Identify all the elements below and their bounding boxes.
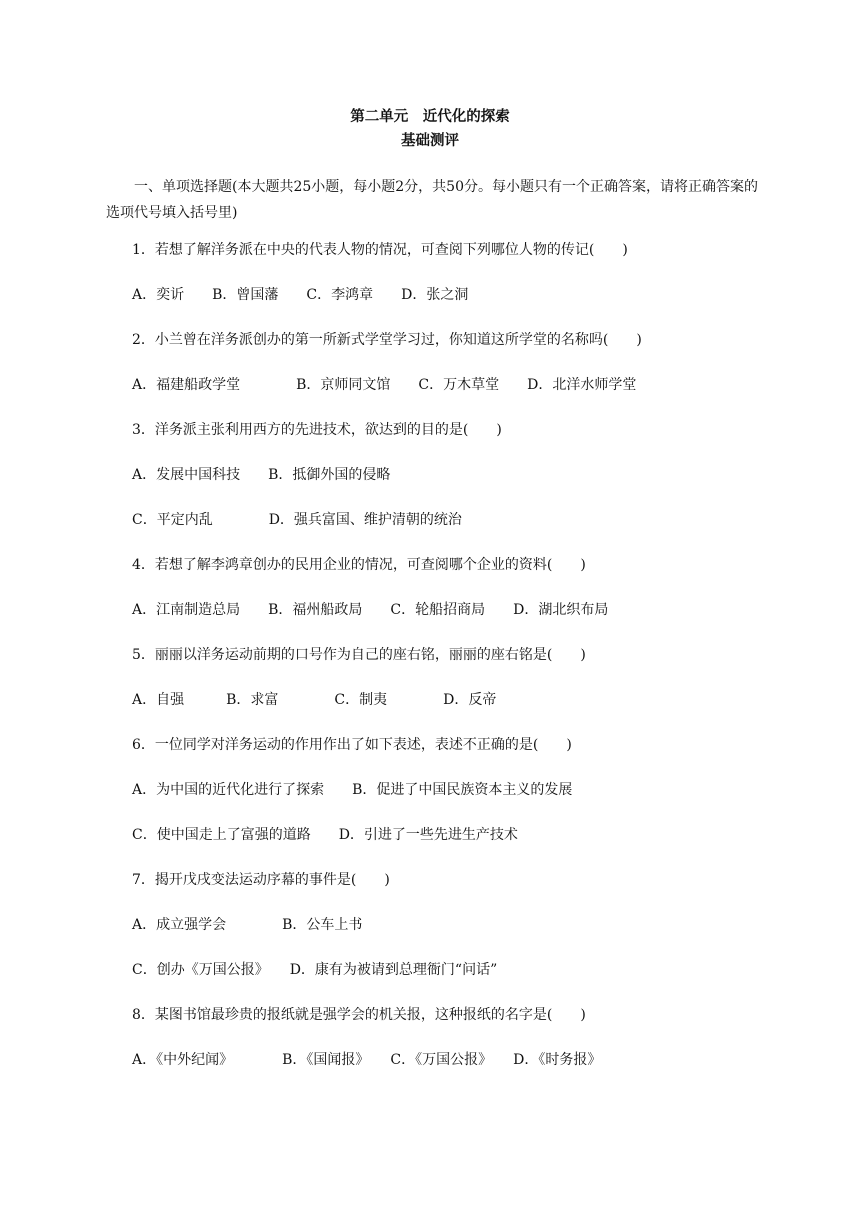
question-7-options-c-d: C．创办《万国公报》 D．康有为被请到总理衙门“问话”	[132, 962, 498, 978]
unit-title: 第二单元 近代化的探索	[350, 108, 510, 125]
question-6-options-a-b: A．为中国的近代化进行了探索 B．促进了中国民族资本主义的发展	[132, 782, 573, 798]
question-6-stem: 6．一位同学对洋务运动的作用作出了如下表述，表述不正确的是( )	[132, 737, 572, 753]
question-3-options-a-b: A．发展中国科技 B．抵御外国的侵略	[132, 467, 391, 483]
question-5-stem: 5．丽丽以洋务运动前期的口号作为自己的座右铭，丽丽的座右铭是( )	[132, 647, 586, 663]
question-2-options: A．福建船政学堂 B．京师同文馆 C．万木草堂 D．北洋水师学堂	[132, 377, 637, 393]
section-instruction: 一、单项选择题(本大题共25小题，每小题2分，共50分。每小题只有一个正确答案，请将正确答案的选项代号填入括号里)	[106, 179, 758, 221]
question-3-stem: 3．洋务派主张利用西方的先进技术，欲达到的目的是( )	[132, 422, 502, 438]
question-4-options: A．江南制造总局 B．福州船政局 C．轮船招商局 D．湖北织布局	[132, 602, 609, 618]
question-1-stem: 1．若想了解洋务派在中央的代表人物的情况，可查阅下列哪位人物的传记( )	[132, 242, 628, 258]
question-5-options: A．自强 B．求富 C．制夷 D．反帝	[132, 692, 497, 708]
question-8-stem: 8．某图书馆最珍贵的报纸就是强学会的机关报，这种报纸的名字是( )	[132, 1007, 586, 1023]
question-1-options: A．奕䜣 B．曾国藩 C．李鸿章 D．张之洞	[132, 287, 469, 303]
question-4-stem: 4．若想了解李鸿章创办的民用企业的情况，可查阅哪个企业的资料( )	[132, 557, 586, 573]
question-2-stem: 2．小兰曾在洋务派创办的第一所新式学堂学习过，你知道这所学堂的名称吗( )	[132, 332, 642, 348]
question-7-stem: 7．揭开戊戌变法运动序幕的事件是( )	[132, 872, 390, 888]
question-6-options-c-d: C．使中国走上了富强的道路 D．引进了一些先进生产技术	[132, 827, 518, 843]
question-3-options-c-d: C．平定内乱 D．强兵富国、维护清朝的统治	[132, 512, 462, 528]
subtitle: 基础测评	[401, 132, 459, 149]
question-8-options: A．《中外纪闻》 B．《国闻报》 C．《万国公报》 D．《时务报》	[132, 1052, 602, 1068]
question-7-options-a-b: A．成立强学会 B．公车上书	[132, 917, 363, 933]
